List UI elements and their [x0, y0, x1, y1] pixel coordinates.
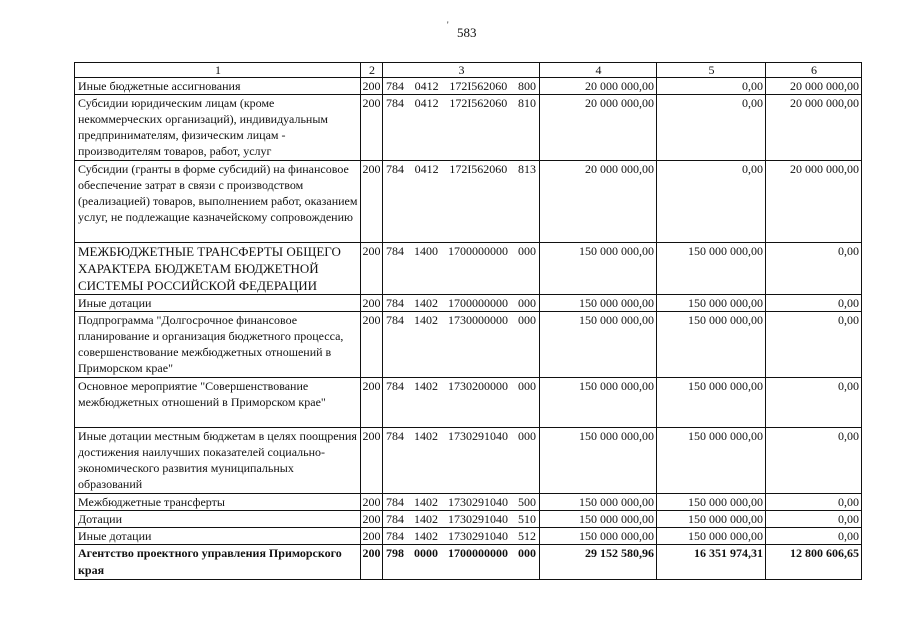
row-name-cell: Межбюджетные трансферты: [75, 494, 361, 511]
section-code: 1402: [414, 429, 438, 443]
ministry-code: 784: [386, 96, 404, 110]
row-classification-cell: [383, 78, 540, 95]
table-row: [75, 494, 862, 511]
row-code-cell: 200: [362, 512, 381, 526]
section-code: 0412: [414, 96, 439, 110]
header-col-3: 3: [383, 63, 540, 78]
table-row: [75, 295, 862, 312]
expense-type-code: 510: [518, 512, 536, 526]
expense-type-code: 813: [517, 162, 536, 176]
row-amount-col4: 150 000 000,00: [540, 511, 657, 528]
header-col-6: 6: [766, 63, 862, 78]
section-code: 1402: [414, 495, 438, 509]
row-amount-col6: 20 000 000,00: [766, 161, 862, 243]
row-amount-col6: 12 800 606,65: [766, 545, 862, 580]
ministry-code: 784: [386, 512, 404, 526]
row-code-cell: 200: [361, 312, 383, 378]
budget-table: [74, 62, 862, 580]
row-name-cell: Субсидии (гранты в форме субсидий) на финансовое обеспечение затрат в связи с производством (реализацией) товаров, выполнением работ, оказанием услуг, не подлежащие казначейскому сопровождению: [75, 161, 361, 243]
target-code: 1700000000: [448, 546, 508, 560]
classification-code: [386, 428, 536, 444]
table-row: [75, 528, 862, 545]
row-amount-col6: 20 000 000,00: [766, 95, 862, 161]
ministry-code: 784: [386, 162, 404, 176]
row-name-cell: Подпрограмма "Долгосрочное финансовое планирование и организация бюджетного процесса, совершенствование межбюджетных отношений в Приморском крае": [75, 312, 361, 378]
row-amount-col4: 150 000 000,00: [540, 428, 657, 494]
classification-code: [386, 243, 536, 259]
classification-code: [386, 378, 536, 394]
expense-type-code: 000: [518, 546, 536, 560]
classification-code: [386, 511, 536, 527]
target-code: 1700000000: [448, 244, 508, 258]
header-col-4: 4: [540, 63, 657, 78]
classification-code: [386, 545, 536, 561]
expense-type-code: 000: [518, 429, 536, 443]
row-amount-col6: 20 000 000,00: [766, 78, 862, 95]
target-code: 172I562060: [449, 96, 508, 110]
classification-code: [386, 312, 536, 328]
section-code: 1402: [414, 512, 438, 526]
table-row: [75, 428, 862, 494]
section-code: 1402: [414, 529, 438, 543]
row-code-cell: 200: [361, 243, 383, 295]
row-amount-col6: 0,00: [766, 494, 862, 511]
target-code: 1730200000: [448, 379, 508, 393]
row-amount-col6: 0,00: [766, 511, 862, 528]
row-amount-col6: 0,00: [766, 428, 862, 494]
row-code-cell: 200: [362, 296, 381, 310]
row-name-cell: Субсидии юридическим лицам (кроме некоммерческих организаций), индивидуальным предпринимателям, физическим лицам - производителям товаров, работ, услуг: [75, 95, 361, 161]
row-amount-col5: 150 000 000,00: [657, 312, 766, 378]
row-classification-cell: [383, 312, 540, 378]
row-amount-col5: 150 000 000,00: [657, 528, 766, 545]
expense-type-code: 512: [518, 529, 536, 543]
row-amount-col6: 0,00: [766, 295, 862, 312]
ministry-code: 784: [386, 429, 404, 443]
table-row: [75, 545, 862, 580]
row-code-cell: 200: [361, 428, 383, 494]
row-amount-col5: 16 351 974,31: [657, 545, 766, 580]
ministry-code: 784: [386, 379, 404, 393]
row-name-cell: Агентство проектного управления Приморского края: [75, 545, 361, 580]
row-classification-cell: [383, 295, 540, 312]
target-code: 1730291040: [448, 429, 508, 443]
row-name-cell: Дотации: [75, 511, 361, 528]
row-amount-col4: 150 000 000,00: [540, 494, 657, 511]
row-amount-col5: 150 000 000,00: [657, 428, 766, 494]
target-code: 172I562060: [449, 79, 508, 93]
page-tick-mark: ': [447, 20, 449, 30]
expense-type-code: 810: [517, 96, 536, 110]
section-code: 1402: [414, 313, 438, 327]
row-amount-col4: 29 152 580,96: [540, 545, 657, 580]
target-code: 1730291040: [448, 495, 508, 509]
expense-type-code: 000: [518, 313, 536, 327]
header-col-1: 1: [75, 63, 361, 78]
row-code-cell: 200: [361, 161, 383, 243]
section-code: 1400: [414, 244, 438, 258]
table-row: [75, 378, 862, 428]
classification-code: [386, 95, 536, 111]
expense-type-code: 000: [518, 244, 536, 258]
row-amount-col4: 150 000 000,00: [540, 312, 657, 378]
row-classification-cell: [383, 378, 540, 428]
row-name-cell: Иные дотации: [75, 528, 361, 545]
target-code: 172I562060: [449, 162, 508, 176]
row-code-cell: 200: [361, 545, 383, 580]
expense-type-code: 800: [517, 79, 536, 93]
expense-type-code: 000: [518, 379, 536, 393]
row-name-cell: Иные бюджетные ассигнования: [75, 78, 361, 95]
row-amount-col5: 0,00: [657, 95, 766, 161]
table-row: [75, 511, 862, 528]
row-amount-col4: 150 000 000,00: [540, 378, 657, 428]
table-row: [75, 78, 862, 95]
table-row: [75, 243, 862, 295]
row-amount-col5: 150 000 000,00: [657, 243, 766, 295]
header-col-2: 2: [361, 63, 383, 78]
row-name-cell: МЕЖБЮДЖЕТНЫЕ ТРАНСФЕРТЫ ОБЩЕГО ХАРАКТЕРА БЮДЖЕТАМ БЮДЖЕТНОЙ СИСТЕМЫ РОССИЙСКОЙ ФЕДЕРАЦИИ: [75, 243, 361, 295]
row-amount-col6: 0,00: [766, 312, 862, 378]
row-amount-col4: 20 000 000,00: [540, 78, 657, 95]
row-amount-col5: 150 000 000,00: [657, 511, 766, 528]
ministry-code: 784: [386, 529, 404, 543]
row-amount-col5: 150 000 000,00: [657, 378, 766, 428]
ministry-code: 798: [386, 546, 404, 560]
table-row: [75, 95, 862, 161]
row-code-cell: 200: [361, 95, 383, 161]
classification-code: [386, 161, 536, 177]
expense-type-code: 000: [518, 296, 536, 310]
row-name-cell: Иные дотации местным бюджетам в целях поощрения достижения наилучших показателей социально-экономического развития муниципальных образований: [75, 428, 361, 494]
ministry-code: 784: [386, 296, 404, 310]
table-row: [75, 312, 862, 378]
page-number: 583: [457, 25, 477, 40]
row-code-cell: 200: [362, 79, 381, 93]
classification-code: [386, 528, 536, 544]
row-amount-col4: 20 000 000,00: [540, 161, 657, 243]
header-col-5: 5: [657, 63, 766, 78]
section-code: 0412: [414, 162, 439, 176]
ministry-code: 784: [386, 244, 404, 258]
target-code: 1730291040: [448, 512, 508, 526]
table-row: [75, 161, 862, 243]
header-row: [75, 63, 862, 78]
row-classification-cell: [383, 161, 540, 243]
target-code: 1730000000: [448, 313, 508, 327]
ministry-code: 784: [386, 313, 404, 327]
row-amount-col4: 20 000 000,00: [540, 95, 657, 161]
section-code: 1402: [414, 379, 438, 393]
row-classification-cell: [383, 528, 540, 545]
row-amount-col5: 0,00: [657, 161, 766, 243]
row-amount-col6: 0,00: [766, 378, 862, 428]
section-code: 0412: [414, 79, 439, 93]
classification-code: [386, 295, 536, 311]
section-code: 0000: [414, 546, 438, 560]
row-amount-col4: 150 000 000,00: [540, 528, 657, 545]
row-classification-cell: [383, 511, 540, 528]
ministry-code: 784: [386, 495, 404, 509]
target-code: 1730291040: [448, 529, 508, 543]
row-amount-col4: 150 000 000,00: [540, 243, 657, 295]
row-amount-col5: 150 000 000,00: [657, 494, 766, 511]
row-amount-col6: 0,00: [766, 243, 862, 295]
row-code-cell: 200: [362, 495, 381, 509]
row-classification-cell: [383, 95, 540, 161]
classification-code: [386, 494, 536, 510]
row-amount-col5: 150 000 000,00: [657, 295, 766, 312]
row-amount-col6: 0,00: [766, 528, 862, 545]
row-code-cell: 200: [362, 529, 381, 543]
row-classification-cell: [383, 243, 540, 295]
row-classification-cell: [383, 494, 540, 511]
section-code: 1402: [414, 296, 438, 310]
row-name-cell: Иные дотации: [75, 295, 361, 312]
ministry-code: 784: [386, 79, 404, 93]
classification-code: [386, 78, 536, 94]
row-amount-col4: 150 000 000,00: [540, 295, 657, 312]
row-amount-col5: 0,00: [657, 78, 766, 95]
expense-type-code: 500: [518, 495, 536, 509]
target-code: 1700000000: [448, 296, 508, 310]
row-name-cell: Основное мероприятие "Совершенствование межбюджетных отношений в Приморском крае": [75, 378, 361, 428]
row-classification-cell: [383, 428, 540, 494]
row-classification-cell: [383, 545, 540, 580]
row-code-cell: 200: [361, 378, 383, 428]
